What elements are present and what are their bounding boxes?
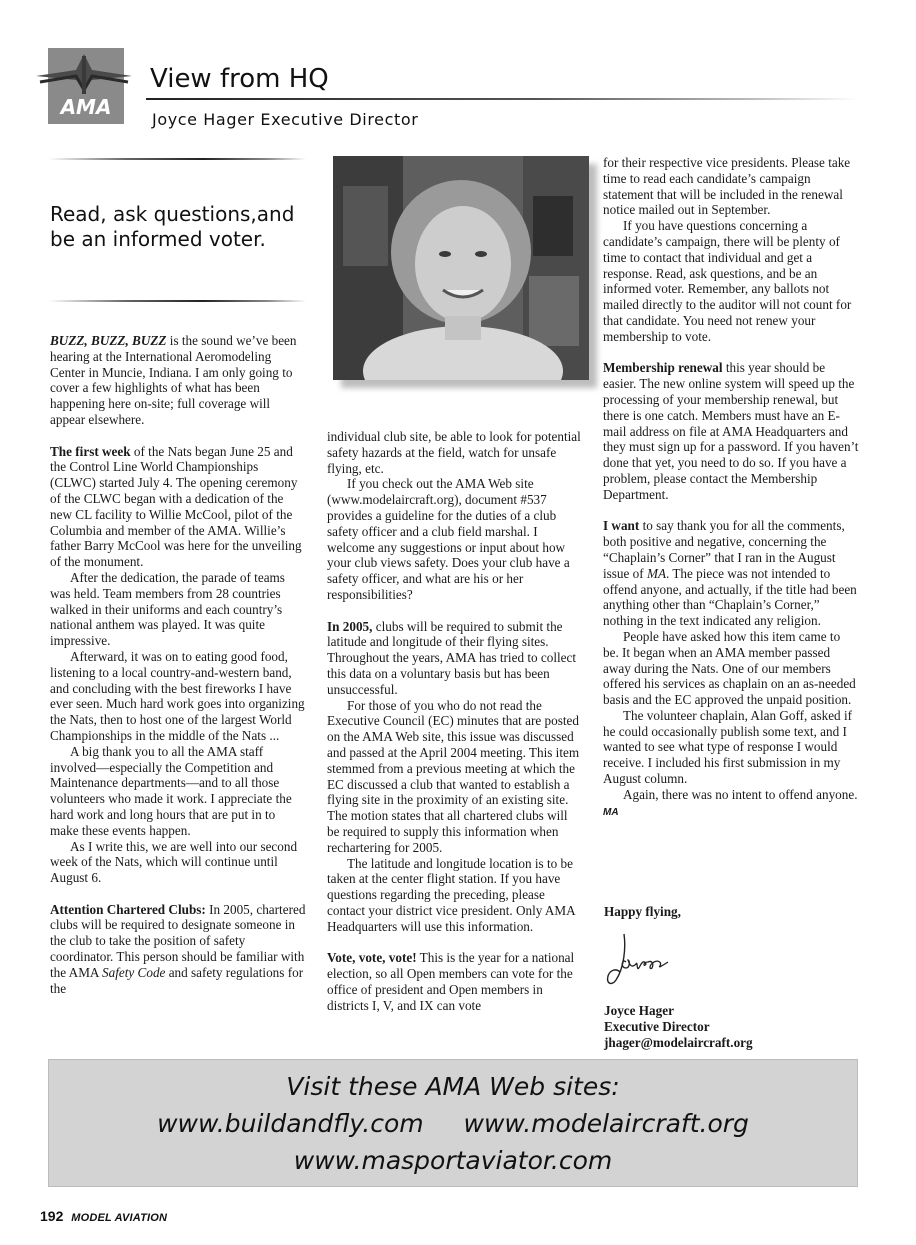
- pull-quote: Read, ask questions,and be an informed voter.: [50, 202, 295, 251]
- paragraph: A big thank you to all the AMA staff involved—especially the Competition and Maintenance departments—and to all those volunteers who made it work. I appreciate the hard work and long hours that are put in to make these events happen.: [50, 743, 292, 838]
- article-column-left: [50, 333, 306, 996]
- pull-quote-rule-top: [48, 158, 306, 160]
- page-number: 192: [40, 1208, 64, 1224]
- closing-line: Happy flying,: [604, 904, 681, 919]
- page-title: View from HQ: [150, 64, 329, 94]
- end-mark: MA: [603, 806, 619, 818]
- paragraph: If you have questions concerning a candidate’s campaign, there will be plenty of time to contact that individual and get a response. Read, ask questions, and be an informed voter. Remember, any ballots not mailed directly to the auditor will not count for that candidate. You need not renew your membership to vote.: [603, 218, 852, 344]
- web-sites-row: [49, 1109, 857, 1138]
- lead-in: In 2005,: [327, 618, 373, 634]
- signature-image: [602, 928, 682, 990]
- paragraph: If you check out the AMA Web site (www.modelaircraft.org), document #537 provides a guideline for the duties of a club safety officer and a club field marshal. I welcome any suggestions or input about how your club views safety. Does your club have a safety officer, and what are his or her responsibilities?: [327, 476, 570, 602]
- pull-quote-rule-bottom: [48, 300, 306, 302]
- paragraph: People have asked how this item came to be. It began when an AMA member passed away during the Nats. One of our members offered his services as chaplain on an as-needed basis and the EC approved the unpaid position.: [603, 628, 856, 708]
- paragraph: I want to say thank you for all the comments, both positive and negative, concerning the “Chaplain’s Corner” that I ran in the August issue of MA. The piece was not intended to offend anyone, and actually, if the title had been anything other than “Chaplain’s Corner,” nothing in the text indicated any religion.: [603, 518, 857, 629]
- lead-in: The first week: [50, 443, 131, 459]
- paragraph: In 2005, clubs will be required to submit the latitude and longitude of their flying sites. Throughout the years, AMA has tried to collect this data on a voluntary basis but has been unsuccessful.: [327, 618, 577, 697]
- paragraph: The first week of the Nats began June 25 and the Control Line World Championships (CLWC) started July 4. The opening ceremony of the CLWC began with a dedication of the new CL facility to Willie McCool, pilot of the Columbia and member of the AMA. Willie’s father Barry McCool was here for the unveiling of the monument.: [50, 443, 302, 570]
- web-link-buildandfly[interactable]: www.buildandfly.com: [157, 1109, 424, 1138]
- web-sites-heading: Visit these AMA Web sites:: [286, 1072, 620, 1101]
- byline: Joyce Hager Executive Director: [152, 110, 419, 129]
- author-email: jhager@modelaircraft.org: [604, 1035, 753, 1050]
- author-role: Executive Director: [604, 1019, 710, 1034]
- paragraph: For those of you who do not read the Executive Council (EC) minutes that are posted on the AMA Web site, this issue was discussed and passed at the April 2004 meeting. This item stemmed from a previous meeting at which the EC discussed a club that wanted to establish a flying site in the proximity of an existing site. The motion states that all chartered clubs will be required to supply this information when rechartering for 2005.: [327, 697, 580, 855]
- lead-in: Vote, vote, vote!: [327, 950, 417, 966]
- lead-in: Membership renewal: [603, 360, 723, 376]
- paragraph: After the dedication, the parade of teams was held. Team members from 28 countries walked in their uniforms and each country’s national anthem was played. It was quite impressive.: [50, 569, 285, 649]
- paragraph: Afterward, it was on to eating good food, listening to a local country-and-western band, and concluding with the best fireworks I have ever seen. Much hard work goes into organizing the Nats, then to host one of the largest World Championships in the middle of the Nats ...: [50, 648, 305, 743]
- header-rule: [146, 98, 858, 100]
- web-link-modelaircraft[interactable]: www.modelaircraft.org: [463, 1109, 749, 1138]
- web-sites-box: [48, 1059, 858, 1187]
- paragraph: Again, there was no intent to offend anyone. MA: [603, 786, 858, 818]
- paragraph: The latitude and longitude location is to be taken at the center flight station. If you have questions regarding the preceding, please contact your district vice president. Only AMA Headquarters will use this information.: [327, 855, 575, 934]
- ama-logo: [36, 46, 132, 126]
- article-column-middle: [327, 429, 583, 1013]
- lead-in: BUZZ, BUZZ, BUZZ: [50, 333, 167, 348]
- paragraph: Attention Chartered Clubs: In 2005, chartered clubs will be required to designate someone in the club to take the position of safety coordinator. This person should be familiar with the AMA Safety Code and safety regulations for the: [50, 901, 306, 996]
- magazine-name: MODEL AVIATION: [71, 1212, 168, 1224]
- page-footer: [40, 1208, 167, 1224]
- author-name: Joyce Hager: [604, 1003, 674, 1018]
- paragraph: for their respective vice presidents. Please take time to read each candidate’s campaign statement that will be included in the renewal notice mailed out in September.: [603, 155, 851, 218]
- lead-in: I want: [603, 518, 640, 534]
- paragraph: As I write this, we are well into our second week of the Nats, which will continue until August 6.: [50, 838, 298, 886]
- article-column-right: [603, 155, 859, 820]
- paragraph: Vote, vote, vote! This is the year for a national election, so all Open members can vote for the office of president and Open members in districts I, V, and IX can vote: [327, 950, 575, 1013]
- web-link-masportaviator[interactable]: www.masportaviator.com: [293, 1146, 613, 1175]
- author-signature-block: [604, 1003, 844, 1051]
- paragraph: individual club site, be able to look for potential safety hazards at the field, watch for unsafe flying, etc.: [327, 429, 581, 476]
- paragraph: BUZZ, BUZZ, BUZZ is the sound we’ve been hearing at the International Aeromodeling Center in Muncie, Indiana. I am only going to cover a few highlights of what has been happening here on-site; full coverage will appear elsewhere.: [50, 333, 297, 427]
- paragraph: Membership renewal this year should be easier. The new online system will speed up the processing of your membership renewal, but there is one catch. Members must have an E-mail address on file at AMA Headquarters and they must sign up for a password. If you haven’t done that yet, you need to do so. If you have a problem, please contact the Membership Department.: [603, 360, 859, 502]
- paragraph: The volunteer chaplain, Alan Goff, asked if he could occasionally publish some text, and I wanted to see what type of response I would receive. I included his first submission in my August column.: [603, 707, 852, 787]
- logo-text: AMA: [60, 95, 112, 119]
- portrait-photo: [333, 156, 589, 380]
- lead-in: Attention Chartered Clubs:: [50, 901, 206, 917]
